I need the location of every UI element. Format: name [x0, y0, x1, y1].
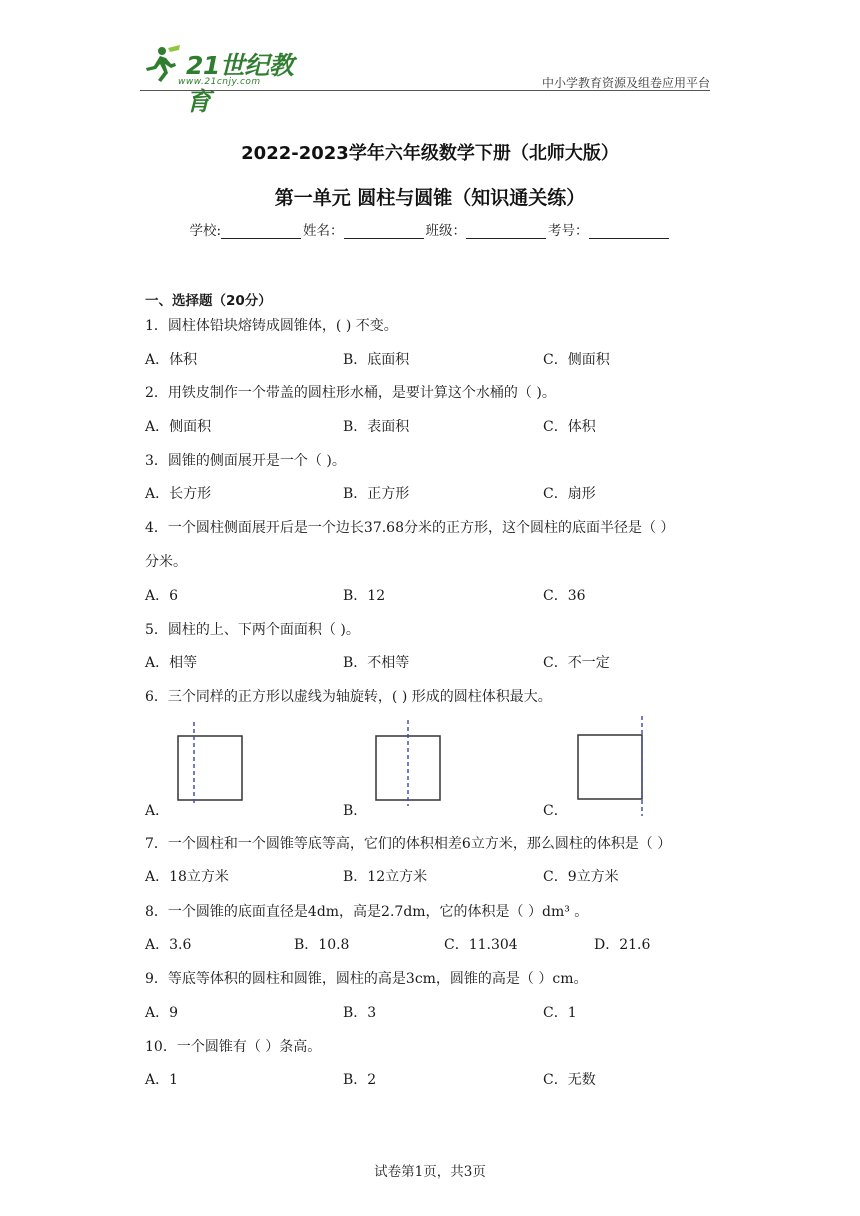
q4-option-b[interactable]: B．12 — [343, 588, 386, 604]
q7-option-b[interactable]: B．12立方米 — [343, 869, 428, 885]
q3-option-b[interactable]: B．正方形 — [343, 486, 410, 502]
page-title: 2022-2023学年六年级数学下册（北师大版） — [241, 143, 619, 164]
q1-option-c[interactable]: C．侧面积 — [543, 352, 610, 368]
q2-option-b[interactable]: B．表面积 — [343, 419, 410, 435]
question-3: 3．圆锥的侧面展开是一个（ )。 — [145, 453, 346, 469]
figure-a-square-axis — [170, 718, 250, 808]
page-footer: 试卷第1页，共3页 — [374, 1164, 486, 1180]
q6-option-a[interactable]: A． — [145, 803, 170, 819]
q10-option-a[interactable]: A．1 — [145, 1072, 179, 1088]
exam-no-label: 考号： — [548, 223, 589, 239]
platform-label: 中小学教育资源及组卷应用平台 — [541, 76, 710, 90]
question-4: 4．一个圆柱侧面展开后是一个边长37.68分米的正方形，这个圆柱的底面半径是（ ） — [145, 520, 675, 536]
q7-option-a[interactable]: A．18立方米 — [145, 869, 229, 885]
logo-text: 21世纪教育 — [186, 51, 294, 116]
question-6: 6．三个同样的正方形以虚线为轴旋转，( ) 形成的圆柱体积最大。 — [145, 689, 552, 705]
question-7: 7．一个圆柱和一个圆锥等底等高，它们的体积相差6立方米，那么圆柱的体积是（ ） — [145, 836, 672, 852]
school-label: 学校: — [189, 223, 222, 239]
logo-url: www.21cnjy.com — [178, 77, 261, 87]
question-1: 1．圆柱体铅块熔铸成圆锥体，( ) 不变。 — [145, 318, 398, 334]
question-5: 5．圆柱的上、下两个面面积（ )。 — [145, 622, 360, 638]
q1-option-b[interactable]: B．底面积 — [343, 352, 410, 368]
exam-no-blank[interactable] — [589, 224, 669, 239]
question-10: 10．一个圆锥有（ ）条高。 — [145, 1039, 322, 1055]
class-label: 班级： — [425, 223, 467, 239]
student-info — [0, 219, 860, 239]
page-header — [140, 40, 710, 116]
q4-option-a[interactable]: A．6 — [145, 588, 179, 604]
q8-option-b[interactable]: B．10.8 — [294, 937, 350, 953]
figure-c-square-axis — [570, 714, 650, 818]
q7-option-c[interactable]: C．9立方米 — [543, 869, 619, 885]
q6-option-c[interactable]: C． — [543, 803, 568, 819]
q5-option-c[interactable]: C．不一定 — [543, 655, 610, 671]
q4-option-c[interactable]: C．36 — [543, 588, 586, 604]
q6-option-b[interactable]: B． — [343, 803, 368, 819]
q9-option-b[interactable]: B．3 — [343, 1005, 377, 1021]
school-blank[interactable] — [221, 224, 301, 239]
name-blank[interactable] — [344, 224, 424, 239]
name-label: 姓名： — [303, 223, 344, 239]
q9-option-c[interactable]: C．1 — [543, 1005, 577, 1021]
header-divider — [140, 90, 710, 91]
q8-option-c[interactable]: C．11.304 — [444, 937, 518, 953]
q10-option-c[interactable]: C．无数 — [543, 1072, 596, 1088]
q10-option-b[interactable]: B．2 — [343, 1072, 377, 1088]
page-subtitle: 第一单元 圆柱与圆锥（知识通关练） — [274, 187, 586, 209]
section-heading: 一、选择题（20分） — [145, 293, 272, 309]
q9-option-a[interactable]: A．9 — [145, 1005, 179, 1021]
question-2: 2．用铁皮制作一个带盖的圆柱形水桶，是要计算这个水桶的（ )。 — [145, 385, 556, 401]
q3-option-a[interactable]: A．长方形 — [145, 486, 212, 502]
q5-option-a[interactable]: A．相等 — [145, 655, 198, 671]
question-4-continued: 分米。 — [145, 554, 187, 570]
q5-option-b[interactable]: B．不相等 — [343, 655, 410, 671]
q2-option-c[interactable]: C．体积 — [543, 419, 596, 435]
logo — [140, 44, 310, 116]
q1-option-a[interactable]: A．体积 — [145, 352, 198, 368]
q2-option-a[interactable]: A．侧面积 — [145, 419, 212, 435]
question-9: 9．等底等体积的圆柱和圆锥，圆柱的高是3cm，圆锥的高是（ ）cm。 — [145, 971, 588, 987]
q8-option-d[interactable]: D．21.6 — [594, 937, 651, 953]
question-8: 8．一个圆锥的底面直径是4dm，高是2.7dm，它的体积是（ ）dm³ 。 — [145, 904, 589, 920]
figure-b-square-axis — [368, 718, 448, 808]
q8-option-a[interactable]: A．3.6 — [145, 937, 192, 953]
class-blank[interactable] — [466, 224, 546, 239]
q3-option-c[interactable]: C．扇形 — [543, 486, 596, 502]
